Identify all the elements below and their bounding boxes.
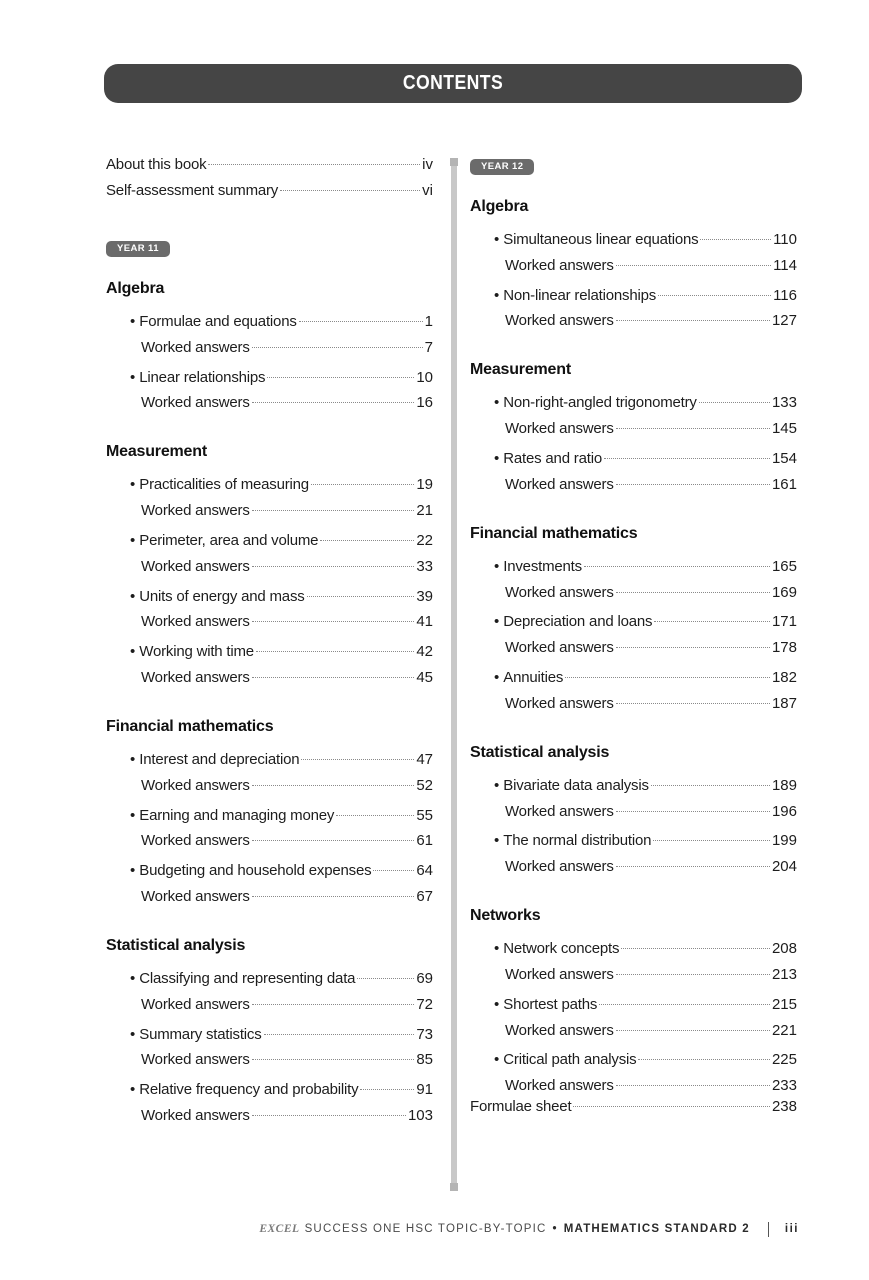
bullet-icon: •	[494, 776, 500, 794]
section-heading: Algebra	[106, 280, 165, 297]
bullet-icon: •	[494, 1051, 500, 1069]
entry-title: Formulae sheet	[470, 1098, 572, 1115]
page-number-ref: 61	[416, 832, 433, 850]
worked-answers-entry	[505, 638, 797, 658]
entry-title: Worked answers	[505, 1077, 614, 1095]
page-number-ref: 171	[771, 613, 797, 631]
dot-leader	[616, 866, 770, 867]
bullet-icon: •	[494, 394, 500, 412]
front-matter-entry	[106, 181, 433, 201]
worked-answers-entry	[505, 694, 797, 714]
dot-leader	[301, 759, 414, 760]
entry-title: Rates and ratio	[503, 450, 602, 467]
worked-answers-entry	[505, 256, 797, 276]
page-number-ref: 47	[416, 751, 433, 768]
page-number-ref: 72	[416, 995, 433, 1013]
entry-title: Worked answers	[141, 995, 250, 1013]
entry-title: Worked answers	[505, 475, 614, 493]
bullet-icon: •	[494, 940, 500, 958]
footer-subject: MATHEMATICS STANDARD 2	[563, 1223, 750, 1235]
bullet-icon: •	[130, 532, 136, 549]
page-number-ref: 165	[771, 557, 797, 575]
bullet-icon: •	[130, 643, 136, 661]
entry-title: Self-assessment summary	[106, 181, 279, 199]
entry-title: Bivariate data analysis	[503, 776, 649, 794]
dot-leader	[599, 1004, 770, 1005]
page-number-ref: 10	[416, 368, 433, 386]
page-number-ref: 189	[771, 776, 797, 794]
dot-leader	[280, 190, 420, 191]
entry-title: The normal distribution	[503, 832, 652, 850]
page-number-ref: 39	[416, 587, 433, 605]
worked-answers-entry	[141, 1050, 433, 1070]
topic-entry	[130, 475, 433, 495]
worked-answers-entry	[141, 831, 433, 851]
page-number-ref: iv	[422, 156, 433, 173]
topic-entry	[494, 557, 797, 577]
page-number-ref: 110	[773, 231, 797, 248]
dot-leader	[252, 896, 415, 897]
page-number-ref: 182	[771, 669, 797, 686]
worked-answers-entry	[141, 501, 433, 521]
page-number-ref: 161	[771, 475, 797, 493]
page-number-ref: 85	[416, 1051, 433, 1069]
footer-series: SUCCESS ONE HSC TOPIC-BY-TOPIC	[304, 1223, 547, 1235]
entry-title: Worked answers	[141, 669, 250, 686]
topic-entry	[130, 587, 433, 607]
divider-top-cap	[450, 158, 458, 166]
dot-leader	[616, 703, 770, 704]
section-heading: Financial mathematics	[470, 524, 638, 542]
dot-leader	[267, 377, 414, 378]
section-heading: Statistical analysis	[106, 937, 246, 954]
entry-title: Earning and managing money	[139, 806, 335, 824]
topic-entry	[494, 995, 797, 1015]
dot-leader	[565, 677, 770, 678]
page-number-ref: 69	[416, 970, 433, 987]
footer-separator-dot: •	[552, 1223, 558, 1235]
dot-leader	[616, 592, 770, 593]
worked-answers-entry	[505, 1021, 797, 1041]
entry-title: Worked answers	[505, 966, 614, 983]
topic-entry	[494, 612, 797, 632]
dot-leader	[252, 621, 415, 622]
dot-leader	[616, 428, 770, 429]
worked-answers-entry	[505, 802, 797, 822]
page-number: iii	[784, 1223, 799, 1235]
topic-entry	[130, 642, 433, 662]
entry-title: Worked answers	[505, 802, 614, 820]
section-heading: Measurement	[470, 361, 571, 379]
section-heading: Networks	[470, 907, 541, 925]
page-number-ref: 133	[771, 394, 797, 412]
worked-answers-entry	[141, 338, 433, 358]
dot-leader	[616, 320, 770, 321]
topic-entry	[130, 969, 433, 989]
entry-title: Critical path analysis	[503, 1051, 637, 1069]
dot-leader	[307, 596, 415, 597]
dot-leader	[700, 239, 771, 240]
page-number-ref: 215	[771, 995, 797, 1013]
page-number-ref: 145	[771, 420, 797, 438]
page-number-ref: 55	[416, 806, 433, 824]
dot-leader	[616, 265, 771, 266]
entry-title: Perimeter, area and volume	[139, 532, 319, 549]
worked-answers-entry	[141, 668, 433, 688]
bullet-icon: •	[130, 751, 136, 768]
divider-bottom-cap	[450, 1183, 458, 1191]
page-number-ref: 238	[771, 1098, 797, 1115]
topic-entry	[130, 806, 433, 826]
topic-entry	[130, 312, 433, 332]
dot-leader	[616, 1030, 770, 1031]
dot-leader	[299, 321, 423, 322]
page-number-ref: 114	[773, 256, 797, 274]
topic-entry	[130, 861, 433, 881]
dot-leader	[360, 1089, 414, 1090]
entry-title: Worked answers	[141, 613, 250, 631]
dot-leader	[621, 948, 770, 949]
entry-title: Depreciation and loans	[503, 613, 653, 631]
page-number-ref: 187	[771, 694, 797, 712]
entry-title: Worked answers	[141, 888, 250, 905]
bullet-icon: •	[130, 476, 136, 494]
page-number-ref: 73	[416, 1025, 433, 1043]
entry-title: Shortest paths	[503, 995, 598, 1013]
page-number-ref: 7	[424, 338, 433, 356]
entry-title: Worked answers	[505, 312, 614, 330]
dot-leader	[252, 347, 423, 348]
footer-brand: EXCEL	[259, 1223, 300, 1235]
front-matter-entry	[106, 155, 433, 175]
dot-leader	[252, 510, 415, 511]
bullet-icon: •	[130, 862, 136, 880]
dot-leader	[311, 484, 414, 485]
worked-answers-entry	[505, 475, 797, 495]
page-number-ref: 1	[424, 313, 433, 330]
entry-title: Summary statistics	[139, 1025, 262, 1043]
entry-title: Budgeting and household expenses	[139, 862, 372, 880]
year-badge: YEAR 12	[470, 159, 534, 175]
topic-entry	[494, 831, 797, 851]
entry-title: Worked answers	[141, 776, 250, 794]
bullet-icon: •	[494, 613, 500, 631]
page-number-ref: 42	[416, 643, 433, 661]
entry-title: Worked answers	[141, 557, 250, 575]
page-title: CONTENTS	[402, 72, 504, 94]
page-number-ref: 221	[771, 1021, 797, 1039]
dot-leader	[616, 484, 770, 485]
bullet-icon: •	[130, 587, 136, 605]
topic-entry	[130, 531, 433, 551]
page-number-ref: 116	[773, 286, 797, 304]
topic-entry	[494, 939, 797, 959]
dot-leader	[336, 815, 414, 816]
entry-title: Annuities	[503, 669, 564, 686]
dot-leader	[653, 840, 770, 841]
topic-entry	[494, 668, 797, 688]
dot-leader	[584, 566, 770, 567]
dot-leader	[256, 651, 414, 652]
bullet-icon: •	[130, 368, 136, 386]
topic-entry	[130, 1080, 433, 1100]
column-divider	[451, 158, 457, 1191]
dot-leader	[638, 1059, 770, 1060]
page-number-ref: 64	[416, 862, 433, 880]
page-number-ref: 22	[416, 532, 433, 549]
dot-leader	[252, 785, 415, 786]
page-number-ref: 19	[416, 476, 433, 494]
dot-leader	[616, 974, 770, 975]
page-number-ref: vi	[422, 181, 433, 199]
dot-leader	[320, 540, 414, 541]
dot-leader	[616, 647, 770, 648]
entry-title: Linear relationships	[139, 368, 266, 386]
entry-title: Non-linear relationships	[503, 286, 657, 304]
topic-entry	[130, 1025, 433, 1045]
dot-leader	[264, 1034, 415, 1035]
page-number-ref: 225	[771, 1051, 797, 1069]
bullet-icon: •	[130, 970, 136, 987]
topic-entry	[130, 750, 433, 770]
bullet-icon: •	[494, 231, 500, 248]
worked-answers-entry	[141, 393, 433, 413]
topic-entry	[494, 393, 797, 413]
dot-leader	[573, 1106, 770, 1107]
bullet-icon: •	[494, 450, 500, 467]
section-heading: Statistical analysis	[470, 743, 610, 761]
page-number-ref: 196	[771, 802, 797, 820]
section-heading: Financial mathematics	[106, 718, 274, 735]
back-matter-entry	[470, 1097, 797, 1117]
bullet-icon: •	[130, 1081, 136, 1099]
worked-answers-entry	[141, 557, 433, 577]
entry-title: Worked answers	[505, 694, 614, 712]
dot-leader	[616, 1085, 770, 1086]
bullet-icon: •	[130, 806, 136, 824]
page-number-ref: 199	[771, 832, 797, 850]
dot-leader	[604, 458, 770, 459]
topic-entry	[130, 368, 433, 388]
topic-entry	[494, 286, 797, 306]
section-heading: Algebra	[470, 198, 529, 215]
dot-leader	[252, 677, 415, 678]
page-number-ref: 16	[416, 394, 433, 412]
dot-leader	[252, 1059, 415, 1060]
bullet-icon: •	[494, 832, 500, 850]
page-number-ref: 41	[416, 613, 433, 631]
bullet-icon: •	[494, 557, 500, 575]
worked-answers-entry	[505, 857, 797, 877]
topic-entry	[494, 230, 797, 250]
entry-title: Non-right-angled trigonometry	[503, 394, 697, 412]
entry-title: Simultaneous linear equations	[503, 231, 699, 248]
dot-leader	[616, 811, 770, 812]
page-number-ref: 33	[416, 557, 433, 575]
entry-title: Worked answers	[141, 338, 250, 356]
worked-answers-entry	[141, 1106, 433, 1126]
worked-answers-entry	[141, 776, 433, 796]
entry-title: Formulae and equations	[139, 313, 297, 330]
year-badge: YEAR 11	[106, 241, 170, 257]
entry-title: Relative frequency and probability	[139, 1081, 359, 1099]
topic-entry	[494, 1050, 797, 1070]
entry-title: Interest and depreciation	[139, 751, 300, 768]
worked-answers-entry	[141, 887, 433, 907]
dot-leader	[208, 164, 420, 165]
dot-leader	[651, 785, 770, 786]
page-number-ref: 52	[416, 776, 433, 794]
bullet-icon: •	[494, 669, 500, 686]
bullet-icon: •	[130, 1025, 136, 1043]
entry-title: About this book	[106, 156, 207, 173]
dot-leader	[252, 566, 415, 567]
worked-answers-entry	[141, 612, 433, 632]
topic-entry	[494, 449, 797, 469]
entry-title: Worked answers	[141, 502, 250, 520]
page-number-ref: 21	[416, 502, 433, 520]
page-number-ref: 213	[771, 966, 797, 983]
worked-answers-entry	[141, 995, 433, 1015]
dot-leader	[658, 295, 771, 296]
dot-leader	[252, 1115, 406, 1116]
entry-title: Worked answers	[505, 420, 614, 438]
page-number-ref: 154	[771, 450, 797, 467]
entry-title: Classifying and representing data	[139, 970, 356, 987]
entry-title: Worked answers	[505, 583, 614, 601]
entry-title: Practicalities of measuring	[139, 476, 309, 494]
entry-title: Worked answers	[505, 1021, 614, 1039]
page-number-ref: 45	[416, 669, 433, 686]
dot-leader	[699, 402, 770, 403]
page-number-ref: 91	[416, 1081, 433, 1099]
page-number-ref: 127	[771, 312, 797, 330]
bullet-icon: •	[130, 313, 136, 330]
dot-leader	[373, 870, 414, 871]
page-number-ref: 169	[771, 583, 797, 601]
page-number-ref: 178	[771, 639, 797, 657]
bullet-icon: •	[494, 995, 500, 1013]
entry-title: Worked answers	[505, 256, 614, 274]
entry-title: Working with time	[139, 643, 254, 661]
worked-answers-entry	[505, 419, 797, 439]
entry-title: Worked answers	[505, 858, 614, 876]
page-number-ref: 67	[416, 888, 433, 905]
dot-leader	[252, 402, 415, 403]
contents-header-bar	[104, 64, 802, 103]
dot-leader	[654, 621, 770, 622]
bullet-icon: •	[494, 286, 500, 304]
entry-title: Worked answers	[141, 1051, 250, 1069]
worked-answers-entry	[505, 965, 797, 985]
section-heading: Measurement	[106, 443, 207, 461]
entry-title: Units of energy and mass	[139, 587, 305, 605]
topic-entry	[494, 776, 797, 796]
worked-answers-entry	[505, 1076, 797, 1096]
page-number-ref: 103	[407, 1107, 433, 1124]
entry-title: Worked answers	[505, 639, 614, 657]
dot-leader	[357, 978, 414, 979]
entry-title: Investments	[503, 557, 582, 575]
page-number-ref: 204	[771, 858, 797, 876]
entry-title: Network concepts	[503, 940, 620, 958]
worked-answers-entry	[505, 583, 797, 603]
footer-divider	[768, 1222, 769, 1237]
page-number-ref: 233	[771, 1077, 797, 1095]
page-footer	[259, 1219, 799, 1239]
worked-answers-entry	[505, 311, 797, 331]
entry-title: Worked answers	[141, 394, 250, 412]
entry-title: Worked answers	[141, 1107, 250, 1124]
dot-leader	[252, 840, 415, 841]
entry-title: Worked answers	[141, 832, 250, 850]
page-number-ref: 208	[771, 940, 797, 958]
dot-leader	[252, 1004, 415, 1005]
